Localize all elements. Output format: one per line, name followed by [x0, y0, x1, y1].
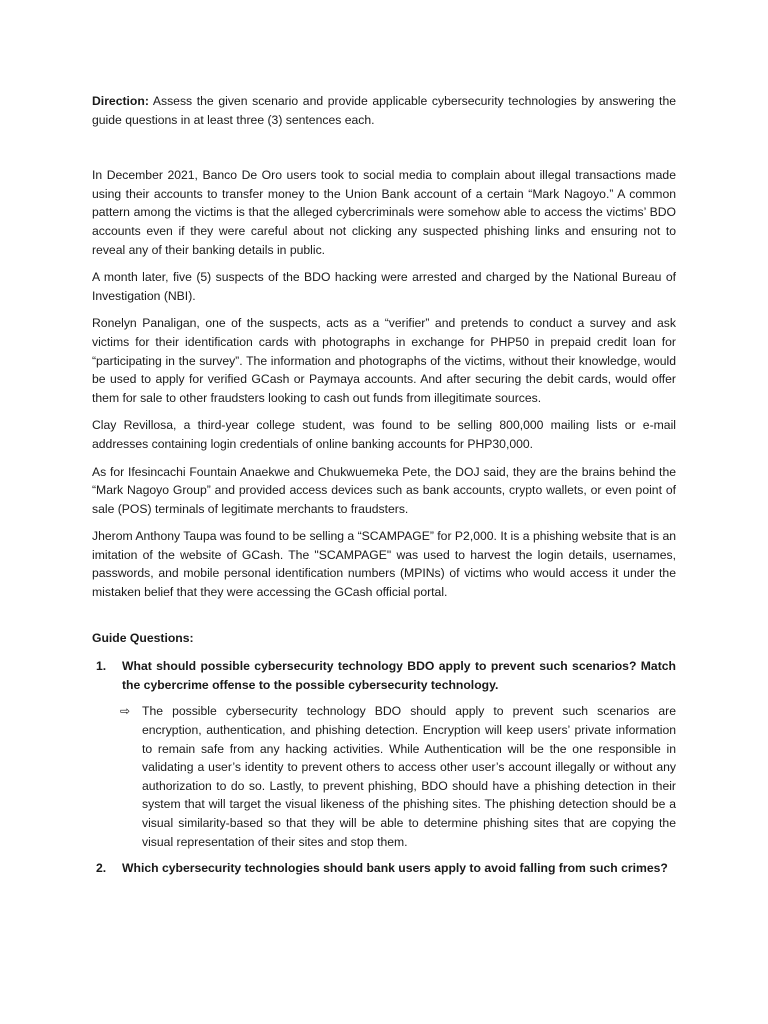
scenario-paragraph: In December 2021, Banco De Oro users took to social media to complain about illegal transactions made using their accounts to transfer money to the Union Bank account of a certain “Mark Nagoyo.” A common pattern among the victims is that the alleged cybercriminals were somehow able to access the victims’ BDO accounts even if they were careful about not clicking any suspected phishing links and ensuring not to reveal any of their banking details in public.: [92, 168, 676, 257]
scenario-paragraph: Jherom Anthony Taupa was found to be selling a “SCAMPAGE” for P2,000. It is a phishing website that is an imitation of the website of GCash. The "SCAMPAGE" was used to harvest the login details, usernames, passwords, and mobile personal identification numbers (MPINs) of victims who would access it under the mistaken belief that they were accessing the GCash official portal.: [92, 529, 676, 600]
scenario-paragraph: As for Ifesincachi Fountain Anaekwe and Chukwuemeka Pete, the DOJ said, they are the brains behind the “Mark Nagoyo Group” and provided access devices such as bank accounts, crypto wallets, or even point of sale (POS) terminals of legitimate merchants to fraudsters.: [92, 464, 676, 516]
guide-question-1: [92, 657, 676, 694]
question-number: 2.: [96, 861, 107, 876]
question-number: 1.: [96, 659, 107, 674]
question-text: What should possible cybersecurity technology BDO apply to prevent such scenarios? Match the cybercrime offense to the possible cybersecurity technology.: [122, 659, 676, 692]
arrow-bullet-icon: ⇨: [120, 704, 131, 719]
direction-paragraph: [92, 92, 676, 129]
scenario-paragraph: Clay Revillosa, a third-year college student, was found to be selling 800,000 mailing lists or e-mail addresses containing login credentials of online banking accounts for PHP30,000.: [92, 418, 676, 451]
guide-question-2: [92, 859, 676, 878]
question-text: Which cybersecurity technologies should bank users apply to avoid falling from such crimes?: [122, 861, 668, 876]
document-body: [92, 92, 676, 886]
scenario-paragraph: Ronelyn Panaligan, one of the suspects, acts as a “verifier” and pretends to conduct a survey and ask victims for their identification cards with photographs in exchange for PHP50 in prepaid credit loan for “participating in the survey”. The information and photographs of the victims, without their knowledge, would be used to apply for verified GCash or Paymaya accounts. And after securing the debit cards, would offer them for sale to other fraudsters looking to cash out funds from illegitimate sources.: [92, 316, 676, 405]
direction-label: Direction:: [92, 94, 149, 108]
scenario-paragraph: A month later, five (5) suspects of the BDO hacking were arrested and charged by the National Bureau of Investigation (NBI).: [92, 270, 676, 303]
direction-text: Assess the given scenario and provide applicable cybersecurity technologies by answering the guide questions in at least three (3) sentences each.: [92, 94, 676, 127]
answer-1: [118, 702, 676, 851]
guide-questions-heading: Guide Questions:: [92, 630, 194, 645]
answer-text: The possible cybersecurity technology BDO should apply to prevent such scenarios are encryption, authentication, and phishing detection. Encryption will keep users’ private information to remain safe from any hacking activities. While Authentication will be the one responsible in validating a user’s identity to prevent others to access other user’s account illegally or without any authorization to do so. Lastly, to prevent phishing, BDO should have a phishing detection in their system that will target the visual likeness of the phishing sites. The phishing detection should be a visual similarity-based so that they will be able to determine phishing sites that are copying the visual representation of their sites and stop them.: [142, 704, 676, 849]
